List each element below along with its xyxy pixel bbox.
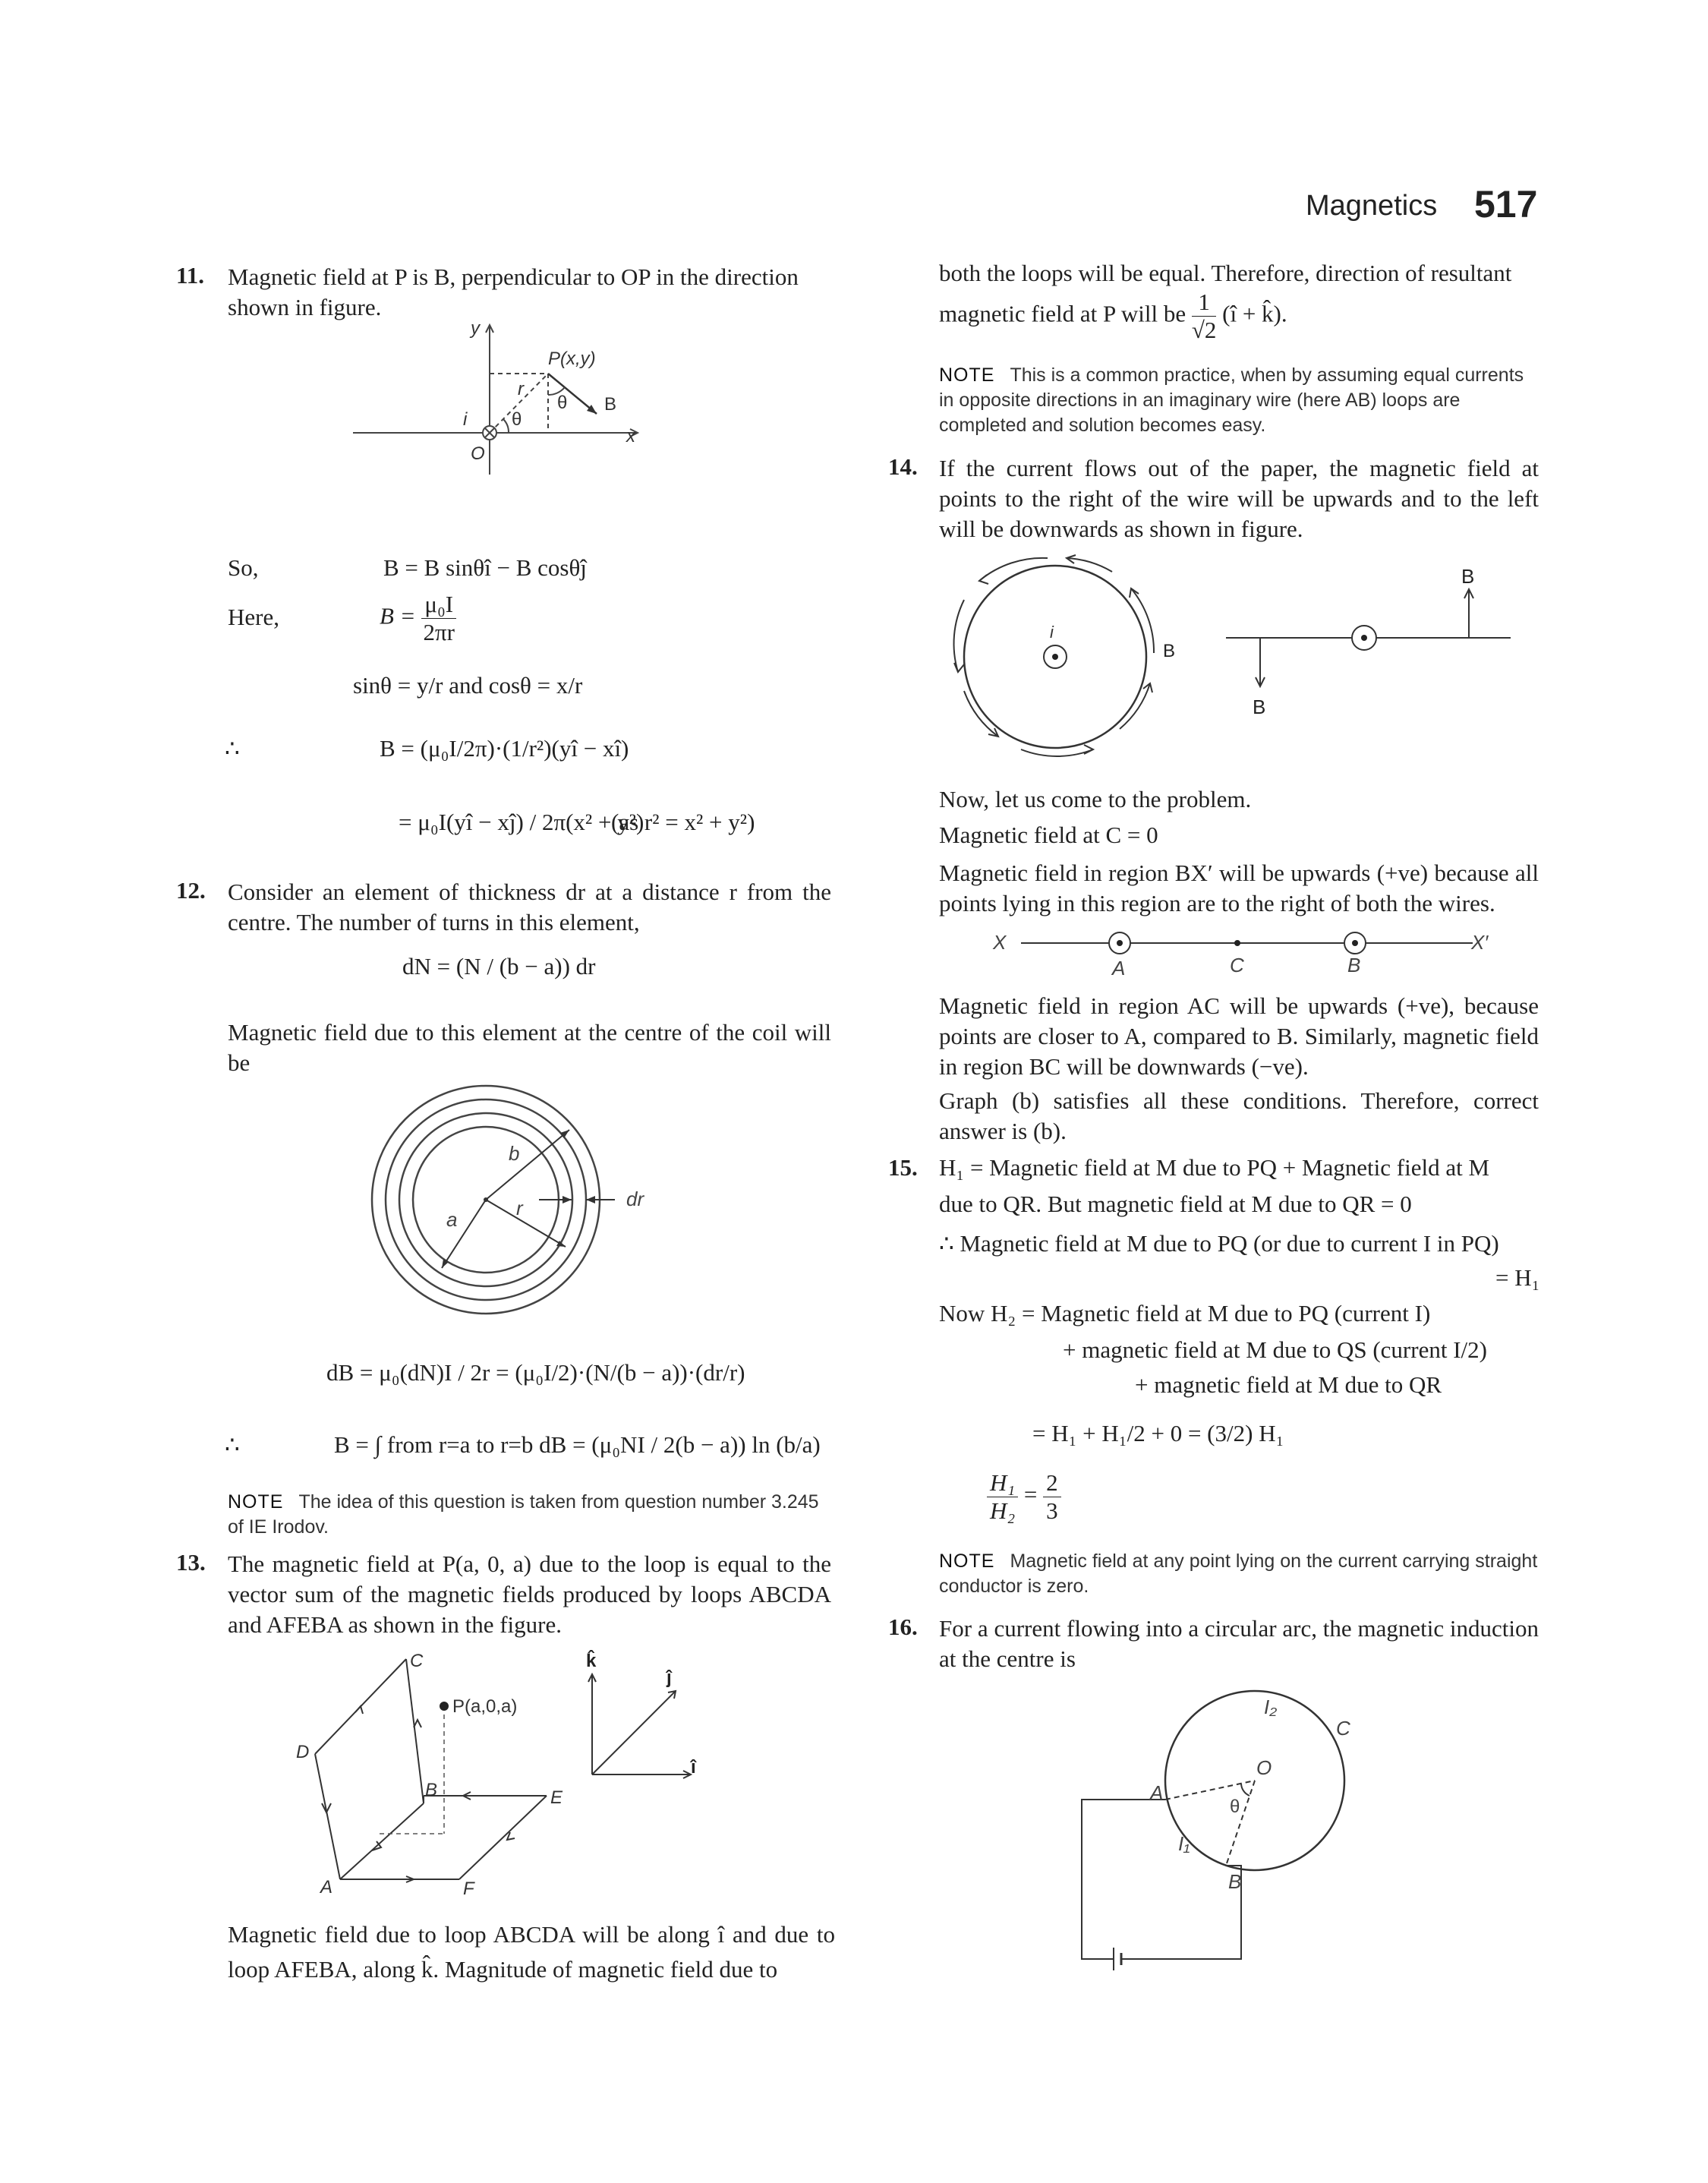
fig13-c-label: C: [410, 1651, 424, 1671]
q12-eq3: B = ∫ from r=a to r=b dB = (μ₀NI / 2(b − a)) ln (b/a): [334, 1431, 821, 1458]
q12-therefore: ∴: [225, 1431, 240, 1458]
q11-eq4: B = (μ₀I/2π)·(1/r²)(yî − xî): [380, 735, 629, 762]
fig11-o-label: O: [471, 443, 485, 464]
q13-text2: Magnetic field due to loop ABCDA will be along î and due to loop AFEBA, along k̂. Magnitude of magnetic field due to: [228, 1921, 835, 1983]
fig16-i2-label: I₂: [1264, 1696, 1278, 1718]
fig13-f-label: F: [463, 1879, 474, 1899]
fig16-o-label: O: [1256, 1756, 1272, 1779]
q13-loop-figure: [288, 1651, 592, 1902]
q11-text: Magnetic field at P is B, perpendicular to OP in the direction shown in figure.: [228, 263, 799, 320]
fig13-a-label: A: [320, 1877, 333, 1898]
fig12-a-label: a: [446, 1208, 458, 1231]
fig13-e-label: E: [550, 1787, 563, 1808]
q15-line3: ∴ Magnetic field at M due to PQ (or due to current I in PQ): [939, 1230, 1499, 1257]
q11-eq3: sinθ = y/r and cosθ = x/r: [353, 672, 583, 699]
q15-line6: + magnetic field at M due to QS (current I/2): [1063, 1336, 1487, 1363]
fig14-b-down-label: B: [1253, 696, 1266, 718]
q11-eq1: B = B sinθî − B cosθĵ: [383, 554, 587, 581]
q12-note-label: NOTE: [228, 1491, 284, 1513]
q13-note-text: This is a common practice, when by assuming equal currents in opposite directions in an imaginary wire (here AB) loops are completed and solution becomes easy.: [939, 364, 1524, 436]
fig14-b-label: B: [1163, 641, 1176, 661]
q14-line2: Magnetic field at C = 0: [939, 822, 1158, 848]
fig13-j-label: ĵ: [666, 1667, 672, 1688]
q15-line8: = H₁ + H₁/2 + 0 = (3/2) H₁: [1032, 1420, 1284, 1446]
q14-line5: Graph (b) satisfies all these conditions. Therefore, correct answer is (b).: [939, 1087, 1539, 1144]
fig16-theta-label: θ: [1230, 1797, 1240, 1817]
q15-line7: + magnetic field at M due to QR: [1135, 1371, 1442, 1398]
q13-note: [939, 363, 1539, 438]
q11-so: So,: [228, 554, 259, 581]
page-number: 517: [1474, 183, 1538, 226]
q15-note-label: NOTE: [939, 1550, 995, 1572]
q12-note-text: The idea of this question is taken from question number 3.245 of IE Irodov.: [228, 1491, 819, 1538]
q13-frac-num: 1: [1192, 289, 1217, 317]
q15-ratio-den: H₂: [990, 1497, 1016, 1524]
q12-number: 12.: [176, 877, 206, 904]
q14-line3: Magnetic field in region BX′ will be upwards (+ve) because all points lying in this region are to the right of both the wires.: [939, 860, 1539, 916]
q12-text: Consider an element of thickness dr at a distance r from the centre. The number of turns in this element,: [228, 879, 831, 935]
q13-cont: both the loops will be equal. Therefore, direction of resultant: [939, 260, 1512, 286]
q11-eq2: [380, 591, 456, 646]
q15-line5: Now H₂ = Magnetic field at M due to PQ (current I): [939, 1300, 1431, 1327]
q14-line1: Now, let us come to the problem.: [939, 786, 1252, 812]
fig11-r-label: r: [518, 379, 524, 399]
q14-number: 14.: [888, 453, 918, 480]
fig13-k-label: k̂: [586, 1651, 597, 1671]
q16-figure: [1070, 1689, 1374, 1993]
fig12-r-label: r: [516, 1197, 523, 1219]
q13-frac-den: √2: [1191, 317, 1217, 343]
fig16-i1-label: I₁: [1178, 1832, 1190, 1855]
q15-ratio-eq: =: [1023, 1481, 1038, 1508]
q11-eq2-lhs: B =: [380, 602, 416, 629]
q11-eq2-num: μ₀I: [421, 591, 456, 619]
q12-note: [228, 1490, 835, 1540]
fig11-p-label: P(x,y): [548, 349, 596, 369]
fig12-dr-label: dr: [626, 1188, 644, 1210]
q15-note-text: Magnetic field at any point lying on the current carrying straight conductor is zero.: [939, 1550, 1538, 1597]
q13-note-label: NOTE: [939, 364, 995, 386]
fig13-b-label: B: [425, 1780, 438, 1800]
fig14-b-line-label: B: [1347, 954, 1361, 976]
fig14-x2-label: X′: [1471, 931, 1489, 954]
q15-line1: H₁ = Magnetic field at M due to PQ + Magnetic field at M: [939, 1154, 1490, 1181]
fig14-i-label: i: [1050, 623, 1054, 642]
q11-figure: [349, 311, 660, 478]
fig14-x-label: X: [993, 931, 1007, 954]
q14-text: If the current flows out of the paper, the magnetic field at points to the right of the wire will be upwards and to the left will be downwards as shown in figure.: [939, 455, 1539, 542]
q12-text2: Magnetic field due to this element at the centre of the coil will be: [228, 1019, 831, 1076]
q14-wire-figure: [1218, 562, 1522, 729]
q15-line9: [987, 1469, 1061, 1525]
fig11-y-label: y: [471, 318, 480, 339]
q15-line2: due to QR. But magnetic field at M due to QR = 0: [939, 1191, 1412, 1217]
fig14-b-up-label: B: [1461, 565, 1475, 588]
fig11-theta1-label: θ: [512, 409, 522, 430]
q11-number: 11.: [176, 262, 205, 289]
fig13-d-label: D: [296, 1742, 310, 1762]
q16-number: 16.: [888, 1614, 918, 1640]
q11-here: Here,: [228, 604, 279, 630]
q14-line-figure: [987, 926, 1503, 980]
q13-axes-figure: [577, 1644, 714, 1788]
q13-cont2-post: (î + k̂).: [1222, 300, 1287, 327]
fig14-c-label: C: [1230, 954, 1244, 976]
fig12-b-label: b: [509, 1142, 520, 1165]
fig11-x-label: x: [626, 426, 635, 446]
fig16-a-label: A: [1150, 1781, 1164, 1804]
q15-number: 15.: [888, 1154, 918, 1181]
fig13-p-label: P(a,0,a): [452, 1696, 518, 1717]
fig13-i-label: î: [691, 1757, 696, 1778]
fig14-a-label: A: [1112, 957, 1126, 980]
fig11-i-label: i: [463, 409, 468, 430]
q13-cont2-pre: magnetic field at P will be: [939, 300, 1186, 327]
q13-number: 13.: [176, 1549, 206, 1576]
q16-text: For a current flowing into a circular arc, the magnetic induction at the centre is: [939, 1615, 1539, 1672]
q11-eq5: = μ₀I(yî − xĵ) / 2π(x² + y²): [399, 809, 644, 835]
q13-text: The magnetic field at P(a, 0, a) due to the loop is equal to the vector sum of the magnetic fields produced by loops ABCDA and AFEBA as shown in the figure.: [228, 1550, 831, 1638]
q15-ratio-num: H₁: [987, 1469, 1018, 1497]
q15-ratio-rden: 3: [1046, 1497, 1058, 1524]
fig11-theta2-label: θ: [557, 393, 568, 413]
q15-ratio-rnum: 2: [1043, 1469, 1061, 1497]
q12-eq1: dN = (N / (b − a)) dr: [402, 953, 596, 980]
q15-note: [939, 1549, 1539, 1599]
q14-circle-figure: [941, 543, 1199, 763]
q11-therefore: ∴: [225, 735, 240, 762]
q13-cont2: [939, 289, 1287, 344]
q14-line4: Magnetic field in region AC will be upwards (+ve), because points are closer to A, compared to B. Similarly, magnetic field in region BC will be downwards (−ve).: [939, 992, 1539, 1080]
fig11-b-label: B: [604, 394, 617, 415]
q11-eq5-note: (as r² = x² + y²): [611, 809, 755, 835]
q12-figure: [357, 1078, 676, 1321]
section-title: Magnetics: [1306, 190, 1438, 222]
fig16-c-label: C: [1336, 1717, 1350, 1740]
running-header: [1306, 190, 1437, 222]
q12-eq2: dB = μ₀(dN)I / 2r = (μ₀I/2)·(N/(b − a))·(dr/r): [326, 1359, 745, 1386]
q11-eq2-den: 2πr: [423, 619, 455, 645]
q15-line4: = H₁: [1495, 1264, 1540, 1291]
fig16-b-label: B: [1228, 1870, 1242, 1893]
